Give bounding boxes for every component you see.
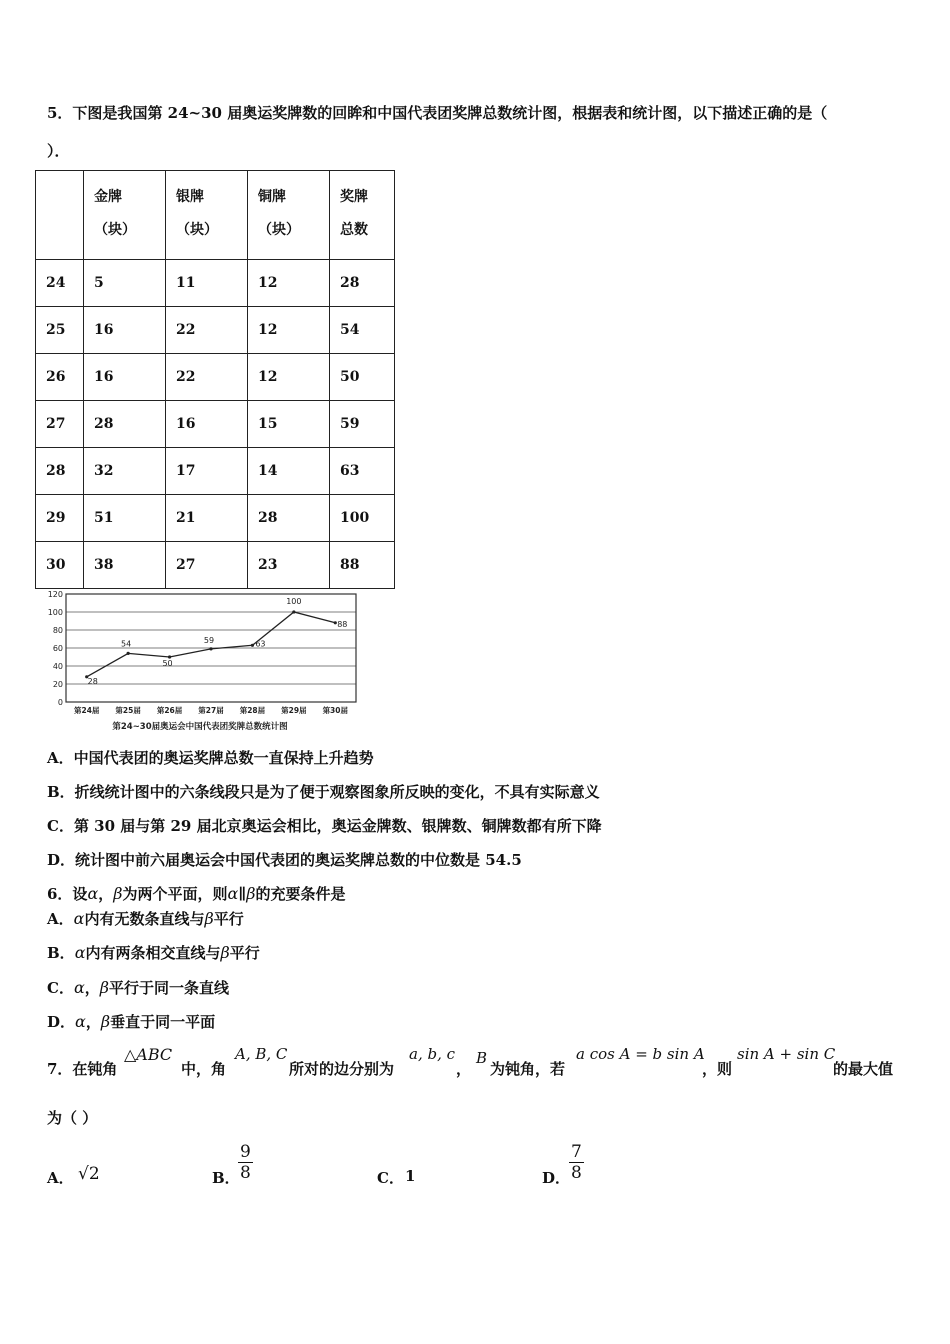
chart-data-label: 88 xyxy=(337,619,348,629)
parallel-symbol: ∥ xyxy=(238,885,247,903)
q7-option-b-fraction xyxy=(238,1142,253,1183)
table-cell: 100 xyxy=(330,495,395,542)
q6-option-d: D．α，β垂直于同一平面 xyxy=(47,1012,216,1031)
q7-line2: 为（ ） xyxy=(47,1109,98,1127)
chart-y-tick-label: 100 xyxy=(47,608,63,617)
q7-option-b-label: B． xyxy=(212,1169,240,1187)
table-cell: 54 xyxy=(330,307,395,354)
chart-data-point xyxy=(251,644,254,647)
q7-t4: ， xyxy=(456,1060,472,1078)
table-cell: 15 xyxy=(248,401,330,448)
table-cell: 14 xyxy=(248,448,330,495)
table-row xyxy=(36,401,395,448)
table-cell: 29 xyxy=(36,495,84,542)
table-cell: 12 xyxy=(248,354,330,401)
table-cell: 32 xyxy=(84,448,166,495)
chart-y-tick-label: 0 xyxy=(57,698,63,707)
table-row xyxy=(36,307,395,354)
q7-sides: a, b, c xyxy=(409,1045,456,1063)
table-cell: 17 xyxy=(166,448,248,495)
q5-stem-line1: 5．下图是我国第 24~30 届奥运奖牌数的回眸和中国代表团奖牌总数统计图，根据表和统计图，以下描述正确的是（ xyxy=(47,104,828,122)
table-cell: 27 xyxy=(166,542,248,589)
medal-table xyxy=(35,170,395,589)
table-cell: 16 xyxy=(166,401,248,448)
q7-expression: sin A + sin C xyxy=(737,1045,836,1063)
chart-data-label: 63 xyxy=(255,639,266,649)
q7-option-c-label: C． xyxy=(377,1169,404,1187)
header-cell-total: 奖牌 总数 xyxy=(330,171,395,260)
q6-option-a: A．α内有无数条直线与β平行 xyxy=(47,909,244,928)
chart-x-tick-label: 第30届 xyxy=(322,706,349,715)
table-cell: 88 xyxy=(330,542,395,589)
table-row xyxy=(36,354,395,401)
q7-t3: 所对的边分别为 xyxy=(289,1060,395,1078)
table-cell: 22 xyxy=(166,307,248,354)
q7-t5: 为钝角，若 xyxy=(490,1060,566,1078)
chart-data-label: 50 xyxy=(162,659,173,668)
chart-y-tick-label: 60 xyxy=(52,644,63,653)
table-cell: 50 xyxy=(330,354,395,401)
table-cell: 21 xyxy=(166,495,248,542)
q6-stem: 6．设α，β为两个平面，则α∥β的充要条件是 xyxy=(47,884,346,903)
q7-condition: a cos A = b sin A xyxy=(576,1045,705,1063)
fraction-denominator: 8 xyxy=(571,1163,582,1183)
table-cell: 23 xyxy=(248,542,330,589)
header-cell-empty xyxy=(36,171,84,260)
table-cell: 12 xyxy=(248,307,330,354)
chart-data-label: 28 xyxy=(87,676,98,686)
chart-y-tick-label: 120 xyxy=(47,590,63,599)
chart-data-labels xyxy=(88,597,348,686)
q7-option-d-label: D． xyxy=(542,1169,571,1187)
q7-t6: ，则 xyxy=(702,1060,733,1078)
header-cell-silver: 银牌 （块） xyxy=(166,171,248,260)
table-cell: 16 xyxy=(84,354,166,401)
q5-option-d: D．统计图中前六届奥运会中国代表团的奥运奖牌总数的中位数是 54.5 xyxy=(47,851,522,869)
chart-data-point xyxy=(209,647,212,650)
q6-option-b: B．α内有两条相交直线与β平行 xyxy=(47,943,260,962)
q5-option-c: C．第 30 届与第 29 届北京奥运会相比，奥运金牌数、银牌数、铜牌数都有所下降 xyxy=(47,817,602,835)
q5-stem-line2: ）． xyxy=(47,142,70,160)
table-cell: 28 xyxy=(84,401,166,448)
table-cell: 38 xyxy=(84,542,166,589)
q7-option-a-label: A． xyxy=(47,1169,74,1187)
table-row xyxy=(36,542,395,589)
table-row xyxy=(36,448,395,495)
table-cell: 59 xyxy=(330,401,395,448)
table-cell: 22 xyxy=(166,354,248,401)
q7-angles: A, B, C xyxy=(235,1045,288,1063)
table-cell: 63 xyxy=(330,448,395,495)
q7-b-symbol: B xyxy=(476,1049,488,1067)
chart-y-tick-label: 40 xyxy=(52,662,63,671)
chart-x-tick-label: 第24届 xyxy=(73,706,100,715)
table-row xyxy=(36,495,395,542)
q7-triangle-abc: △ABC xyxy=(124,1045,173,1064)
beta-symbol: β xyxy=(113,884,123,903)
fraction-numerator: 7 xyxy=(571,1142,582,1162)
table-cell: 28 xyxy=(36,448,84,495)
chart-title: 第24~30届奥运会中国代表团奖牌总数统计图 xyxy=(112,722,288,732)
table-cell: 28 xyxy=(248,495,330,542)
chart-x-tick-label: 第26届 xyxy=(156,706,183,715)
fraction-denominator: 8 xyxy=(240,1163,251,1183)
header-cell-bronze: 铜牌 （块） xyxy=(248,171,330,260)
table-cell: 5 xyxy=(84,260,166,307)
table-row xyxy=(36,260,395,307)
table-cell: 25 xyxy=(36,307,84,354)
table-cell: 27 xyxy=(36,401,84,448)
table-cell: 24 xyxy=(36,260,84,307)
chart-data-label: 54 xyxy=(121,639,132,649)
medal-line-chart xyxy=(30,586,370,736)
alpha-symbol: α xyxy=(87,884,99,903)
chart-x-tick-label: 第28届 xyxy=(239,706,266,715)
table-cell: 26 xyxy=(36,354,84,401)
table-cell: 12 xyxy=(248,260,330,307)
table-cell: 16 xyxy=(84,307,166,354)
table-cell: 30 xyxy=(36,542,84,589)
q7-t1: 7．在钝角 xyxy=(47,1060,118,1078)
chart-y-tick-labels xyxy=(48,590,63,707)
q6-option-c: C．α，β平行于同一条直线 xyxy=(47,978,230,997)
chart-y-tick-label: 80 xyxy=(52,626,63,635)
chart-y-tick-label: 20 xyxy=(52,680,63,689)
q7-option-a-value: √2 xyxy=(78,1164,100,1184)
chart-data-label: 59 xyxy=(203,635,215,645)
table-cell: 11 xyxy=(166,260,248,307)
chart-x-tick-labels xyxy=(74,705,349,715)
chart-x-tick-label: 第25届 xyxy=(115,706,141,715)
q7-t2: 中，角 xyxy=(181,1060,227,1078)
q7-option-d-fraction xyxy=(569,1142,584,1183)
header-cell-gold: 金牌 （块） xyxy=(84,171,166,260)
table-cell: 28 xyxy=(330,260,395,307)
q7-t7: 的最大值 xyxy=(833,1060,894,1078)
chart-x-tick-label: 第27届 xyxy=(198,706,224,715)
table-header-row xyxy=(36,171,395,260)
chart-data-label: 100 xyxy=(286,597,302,606)
q5-option-a: A．中国代表团的奥运奖牌总数一直保持上升趋势 xyxy=(47,749,374,767)
q5-option-b: B．折线统计图中的六条线段只是为了便于观察图象所反映的变化，不具有实际意义 xyxy=(47,783,600,801)
chart-data-point xyxy=(292,610,295,613)
chart-x-tick-label: 第29届 xyxy=(281,706,307,715)
chart-data-point xyxy=(127,652,130,655)
fraction-numerator: 9 xyxy=(240,1142,251,1162)
q7-option-c-value: 1 xyxy=(405,1167,416,1185)
table-cell: 51 xyxy=(84,495,166,542)
